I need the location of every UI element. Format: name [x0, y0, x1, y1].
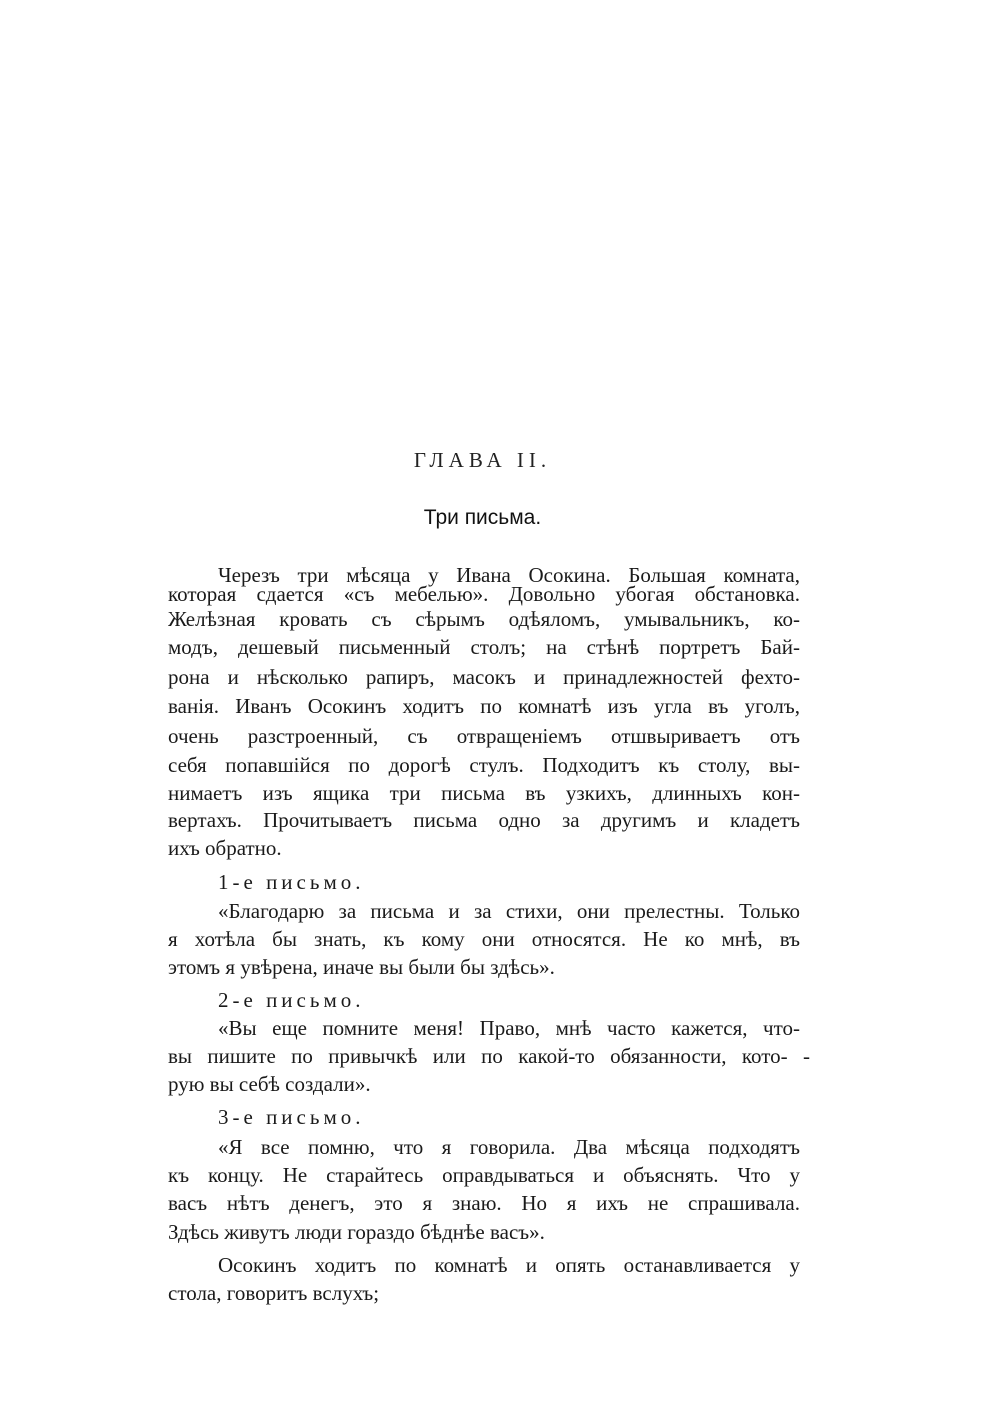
text-line: вы пишите по привычкѣ или по какой-то обязанности, кото- - [168, 1044, 810, 1068]
letter-heading: 1-е письмо. [218, 870, 365, 894]
text-line: которая сдается «съ мебелью». Довольно убогая обстановка. [168, 582, 800, 606]
letter-heading: 2-е письмо. [218, 988, 365, 1012]
text-line: нимаетъ изъ ящика три письма въ узкихъ, длинныхъ кон- [168, 781, 800, 805]
text-line: къ концу. Не старайтесь оправдываться и объяснять. Что у [168, 1163, 800, 1187]
text-line: себя попавшійся по дорогѣ стулъ. Подходитъ къ столу, вы- [168, 753, 800, 777]
text-line: рую вы себѣ создали». [168, 1072, 371, 1096]
text-line: Здѣсь живутъ люди гораздо бѣднѣе васъ». [168, 1220, 545, 1244]
text-line: рона и нѣсколько рапиръ, масокъ и принадлежностей фехто- [168, 665, 800, 689]
letter-heading: 3-е письмо. [218, 1105, 365, 1129]
text-line: ихъ обратно. [168, 836, 282, 860]
text-line: «Я все помню, что я говорила. Два мѣсяца подходятъ [218, 1135, 800, 1159]
text-line: «Вы еще помните меня! Право, мнѣ часто кажется, что- [218, 1016, 800, 1040]
text-line: ванія. Иванъ Осокинъ ходитъ по комнатѣ изъ угла въ уголъ, [168, 694, 800, 718]
text-line: стола, говоритъ вслухъ; [168, 1281, 380, 1305]
text-line: «Благодарю за письма и за стихи, они прелестны. Только [218, 899, 800, 923]
text-line: васъ нѣтъ денегъ, это я знаю. Но я ихъ не спрашивала. [168, 1191, 800, 1215]
text-line: очень разстроенный, съ отвращеніемъ отшвыриваетъ отъ [168, 724, 800, 748]
text-line: Осокинъ ходитъ по комнатѣ и опять останавливается у [218, 1253, 800, 1277]
text-line: этомъ я увѣрена, иначе вы были бы здѣсь». [168, 955, 555, 979]
text-line: модъ, дешевый письменный столъ; на стѣнѣ портретъ Бай- [168, 635, 800, 659]
text-line: я хотѣла бы знать, къ кому они относятся. Не ко мнѣ, въ [168, 927, 800, 951]
chapter-heading: ГЛАВА II. [413, 448, 552, 472]
chapter-title: Три письма. [423, 506, 542, 529]
text-line: Черезъ три мѣсяца у Ивана Осокина. Большая комната, [218, 563, 800, 587]
text-line: Желѣзная кровать съ сѣрымъ одѣяломъ, умывальникъ, ко- [168, 607, 800, 631]
text-line: вертахъ. Прочитываетъ письма одно за другимъ и кладетъ [168, 808, 800, 832]
